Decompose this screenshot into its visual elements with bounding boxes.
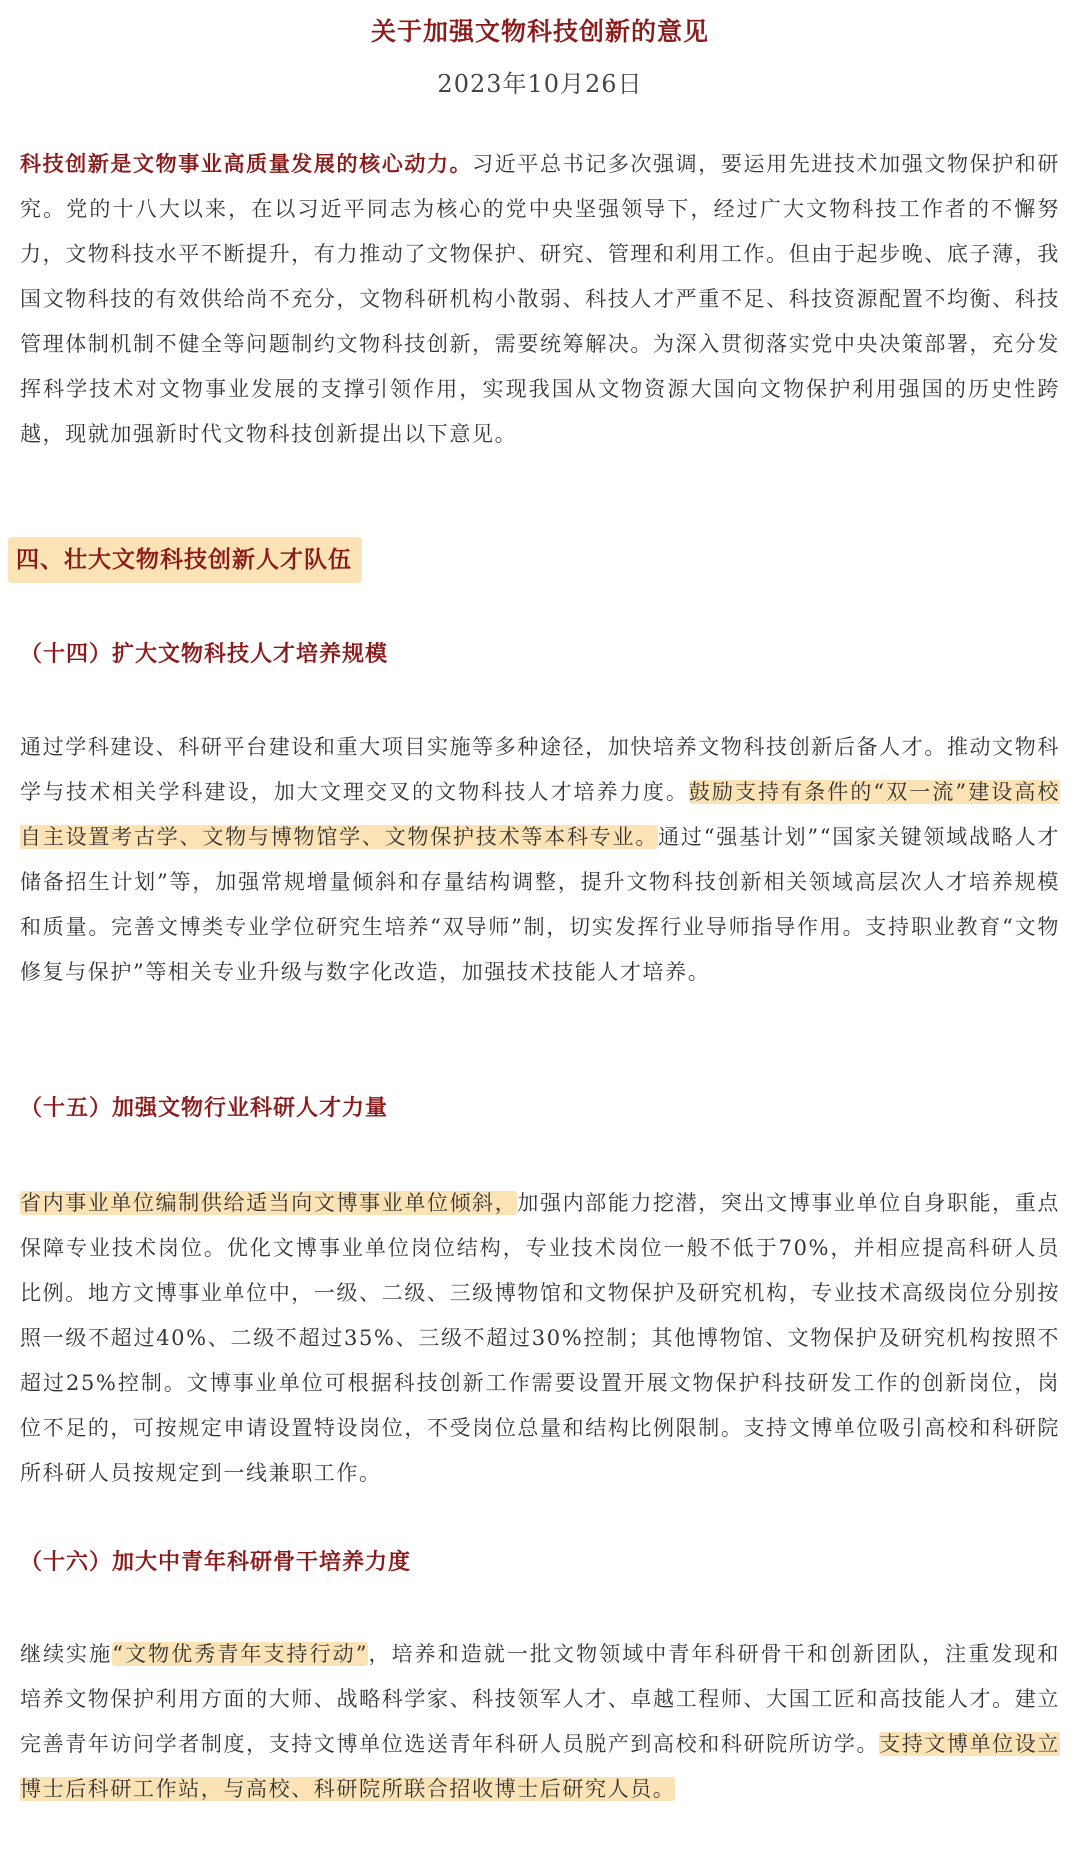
subsection-heading-16: （十六）加大中青年科研骨干培养力度 (20, 1549, 412, 1575)
highlighted-text: 鼓励支持有条件的“双一流”建设高校自主设置考古学、文物与博物馆学、文物保护技术等本科专业。 (20, 780, 1060, 849)
paragraph-text: 通过“强基计划”“国家关键领域战略人才储备招生计划”等，加强常规增量倾斜和存量结构调整，提升文物科技创新相关领域高层次人才培养规模和质量。完善文博类专业学位研究生培养“双导师”制，切实发挥行业导师指导作用。支持职业教育“文物修复与保护”等相关专业升级与数字化改造，加强技术技能人才培养。 (20, 825, 1060, 984)
subsection-paragraph-14 (20, 725, 1060, 995)
intro-paragraph (20, 141, 1060, 457)
document-date: 2023年10月26日 (437, 70, 643, 98)
highlighted-text: 省内事业单位编制供给适当向文博事业单位倾斜， (20, 1191, 518, 1215)
highlighted-text: 支持文博单位设立博士后科研工作站，与高校、科研院所联合招收博士后研究人员。 (20, 1732, 1061, 1801)
paragraph-text: 加强内部能力挖潜，突出文博事业单位自身职能，重点保障专业技术岗位。优化文博事业单位岗位结构，专业技术岗位一般不低于70%，并相应提高科研人员比例。地方文博事业单位中，一级、二级、三级博物馆和文物保护及研究机构，专业技术高级岗位分别按照一级不超过40%、二级不超过35%、三级不超过30%控制；其他博物馆、文物保护及研究机构按照不超过25%控制。文博事业单位可根据科技创新工作需要设置开展文物保护科技研发工作的创新岗位，岗位不足的，可按规定申请设置特设岗位，不受岗位总量和结构比例限制。支持文博单位吸引高校和科研院所科研人员按规定到一线兼职工作。 (20, 1191, 1060, 1485)
paragraph-text: ，培养和造就一批文物领域中青年科研骨干和创新团队，注重发现和培养文物保护利用方面的大师、战略科学家、科技领军人才、卓越工程师、大国工匠和高技能人才。建立完善青年访问学者制度，支持文博单位选送青年科研人员脱产到高校和科研院所访学。 (20, 1642, 1061, 1756)
section-heading: 四、壮大文物科技创新人才队伍 (8, 537, 362, 583)
intro-lead: 科技创新是文物事业高质量发展的核心动力。 (20, 151, 473, 176)
paragraph-text: 继续实施 (20, 1642, 113, 1666)
subsection-paragraph-15 (20, 1181, 1060, 1496)
subsection-heading-15: （十五）加强文物行业科研人才力量 (20, 1095, 389, 1121)
document-title: 关于加强文物科技创新的意见 (370, 17, 709, 46)
subsection-heading-14: （十四）扩大文物科技人才培养规模 (20, 641, 389, 667)
paragraph-text: 通过学科建设、科研平台建设和重大项目实施等多种途径，加快培养文物科技创新后备人才。推动文物科学与技术相关学科建设，加大文理交叉的文物科技人才培养力度。 (20, 735, 1060, 804)
subsection-paragraph-16 (20, 1632, 1060, 1812)
intro-text: 习近平总书记多次强调，要运用先进技术加强文物保护和研究。党的十八大以来，在以习近平同志为核心的党中央坚强领导下，经过广大文物科技工作者的不懈努力，文物科技水平不断提升，有力推动了文物保护、研究、管理和利用工作。但由于起步晚、底子薄，我国文物科技的有效供给尚不充分，文物科研机构小散弱、科技人才严重不足、科技资源配置不均衡、科技管理体制机制不健全等问题制约文物科技创新，需要统筹解决。为深入贯彻落实党中央决策部署，充分发挥科学技术对文物事业发展的支撑引领作用，实现我国从文物资源大国向文物保护利用强国的历史性跨越，现就加强新时代文物科技创新提出以下意见。 (20, 152, 1060, 446)
highlighted-text: “文物优秀青年支持行动” (112, 1642, 369, 1666)
